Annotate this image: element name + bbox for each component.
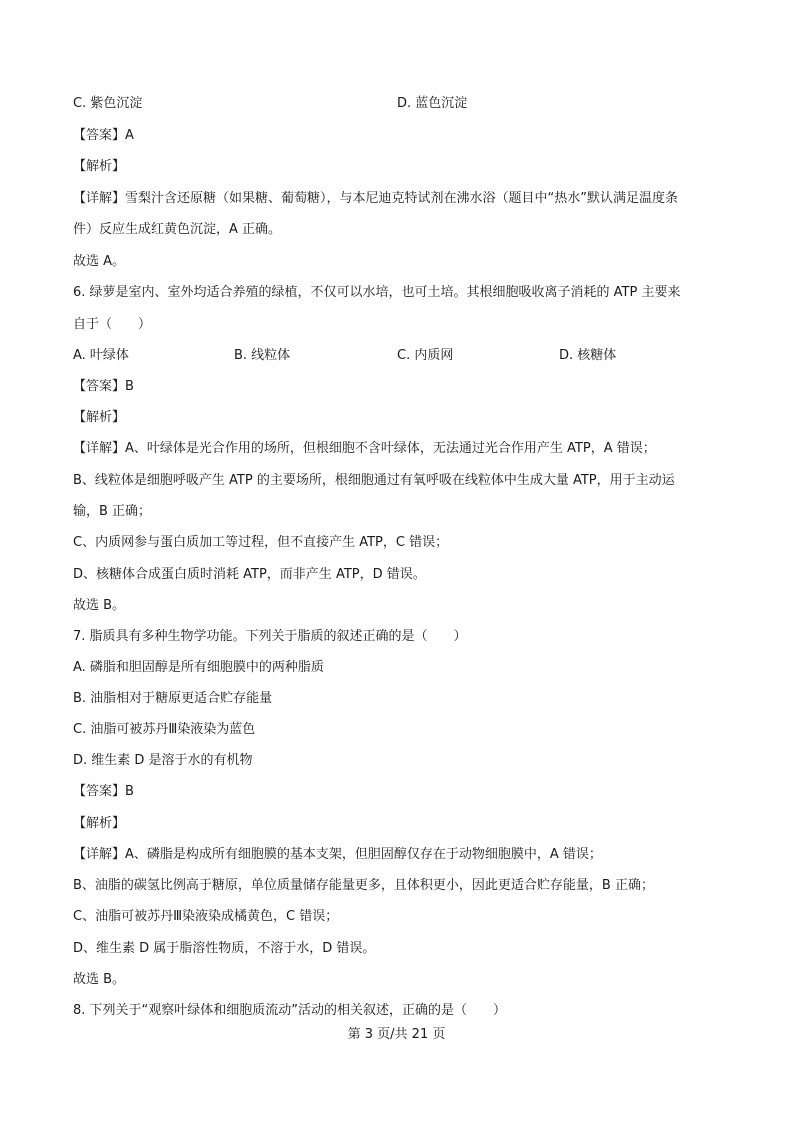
option-d: D. 蓝色沉淀 (397, 96, 468, 111)
detail-text: 件）反应生成红黄色沉淀，A 正确。 (73, 222, 282, 237)
option-c: C. 油脂可被苏丹Ⅲ染液染为蓝色 (73, 722, 256, 737)
detail-text: D、核糖体合成蛋白质时消耗 ATP，而非产生 ATP，D 错误。 (73, 567, 426, 582)
option-c: C. 紫色沉淀 (73, 96, 143, 111)
question-stem: 7. 脂质具有多种生物学功能。下列关于脂质的叙述正确的是（ ） (73, 629, 467, 644)
option-c: C. 内质网 (397, 348, 454, 363)
answer-line: 【答案】B (73, 379, 134, 394)
detail-text: B、油脂的碳氢比例高于糖原，单位质量储存能量更多，且体积更小，因此更适合贮存能量，B 正确； (73, 878, 654, 893)
question-stem: 自于（ ） (73, 317, 152, 332)
choice-line: 故选 B。 (73, 972, 126, 987)
detail-text: 【详解】雪梨汁含还原糖（如果糖、葡萄糖），与本尼迪克特试剂在沸水浴（题目中“热水”默认满足温度条 (73, 191, 678, 206)
detail-text: D、维生素 D 属于脂溶性物质，不溶于水，D 错误。 (73, 941, 376, 956)
choice-line: 故选 B。 (73, 598, 126, 613)
detail-text: 【详解】A、磷脂是构成所有细胞膜的基本支架，但胆固醇仅存在于动物细胞膜中，A 错误； (73, 847, 602, 862)
detail-text: 输，B 正确； (73, 504, 152, 519)
detail-text: B、线粒体是细胞呼吸产生 ATP 的主要场所，根细胞通过有氧呼吸在线粒体中生成大量 ATP，用于主动运 (73, 473, 675, 488)
analysis-heading: 【解析】 (73, 410, 126, 425)
answer-line: 【答案】B (73, 784, 134, 799)
detail-text: C、内质网参与蛋白质加工等过程，但不直接产生 ATP，C 错误； (73, 535, 449, 550)
page-footer: 第 3 页/共 21 页 (347, 1027, 446, 1042)
question-stem: 8. 下列关于“观察叶绿体和细胞质流动”活动的相关叙述，正确的是（ ） (73, 1003, 507, 1018)
analysis-heading: 【解析】 (73, 159, 126, 174)
option-b: B. 线粒体 (234, 348, 291, 363)
analysis-heading: 【解析】 (73, 816, 126, 831)
detail-text: C、油脂可被苏丹Ⅲ染液染成橘黄色，C 错误； (73, 909, 339, 924)
option-a: A. 叶绿体 (73, 348, 129, 363)
question-stem: 6. 绿萝是室内、室外均适合养殖的绿植，不仅可以水培，也可土培。其根细胞吸收离子消耗的 ATP 主要来 (73, 285, 681, 300)
detail-text: 【详解】A、叶绿体是光合作用的场所，但根细胞不含叶绿体，无法通过光合作用产生 ATP，A 错误； (73, 441, 656, 456)
choice-line: 故选 A。 (73, 254, 126, 269)
option-a: A. 磷脂和胆固醇是所有细胞膜中的两种脂质 (73, 660, 324, 675)
option-b: B. 油脂相对于糖原更适合贮存能量 (73, 691, 273, 706)
option-d: D. 核糖体 (559, 348, 617, 363)
answer-line: 【答案】A (73, 128, 134, 143)
option-d: D. 维生素 D 是溶于水的有机物 (73, 753, 253, 768)
